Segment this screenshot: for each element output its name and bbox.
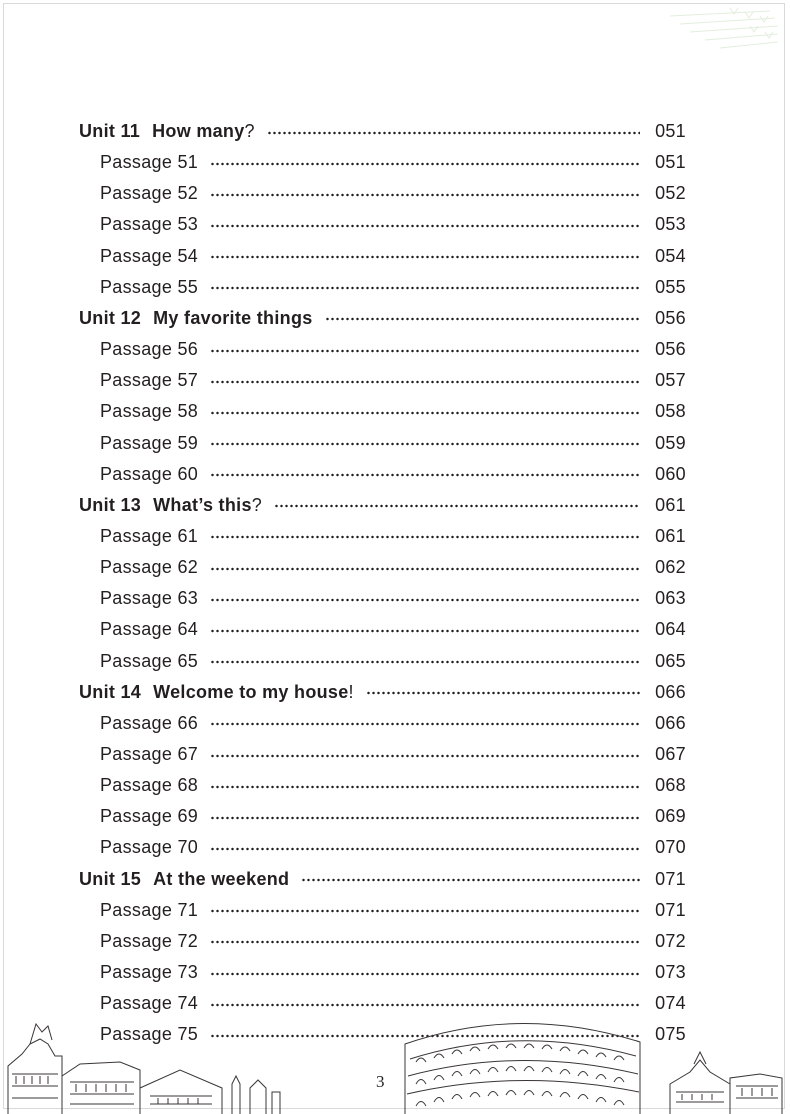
passage-title: Passage 61 bbox=[100, 525, 199, 546]
dot-leader bbox=[366, 691, 640, 695]
dot-leader bbox=[210, 224, 640, 228]
toc-passage-row bbox=[100, 334, 686, 365]
toc-unit-row bbox=[79, 303, 686, 334]
passage-title: Passage 58 bbox=[100, 401, 199, 422]
dot-leader bbox=[210, 473, 640, 477]
passage-title: Passage 70 bbox=[100, 837, 199, 858]
dot-leader bbox=[325, 317, 640, 321]
passage-title: Passage 69 bbox=[100, 806, 199, 827]
toc-page-number: 061 bbox=[655, 494, 686, 515]
toc-passage-row bbox=[100, 428, 686, 459]
passage-title: Passage 54 bbox=[100, 245, 199, 266]
toc-passage-row bbox=[100, 241, 686, 272]
passage-title: Passage 59 bbox=[100, 432, 199, 453]
toc-page-number: 058 bbox=[655, 401, 686, 422]
dot-leader bbox=[210, 972, 640, 976]
toc-page-number: 066 bbox=[655, 681, 686, 702]
toc-passage-row bbox=[100, 459, 686, 490]
passage-title: Passage 72 bbox=[100, 930, 199, 951]
toc-page-number: 051 bbox=[655, 152, 686, 173]
toc-page-number: 074 bbox=[655, 993, 686, 1014]
passage-title: Passage 67 bbox=[100, 744, 199, 764]
passage-title: Passage 51 bbox=[100, 152, 199, 173]
dot-leader bbox=[210, 567, 640, 571]
toc-page-number: 065 bbox=[655, 650, 686, 671]
toc-page-number: 063 bbox=[655, 588, 686, 609]
passage-title: Passage 75 bbox=[100, 1024, 199, 1045]
toc-page-number: 071 bbox=[655, 868, 686, 889]
toc-page-number: 072 bbox=[655, 930, 686, 951]
toc-page-number: 066 bbox=[655, 712, 686, 733]
dot-leader bbox=[301, 878, 640, 882]
passage-title: Passage 66 bbox=[100, 712, 199, 733]
dot-leader bbox=[210, 442, 640, 446]
toc-passage-row bbox=[100, 801, 686, 832]
unit-number: Unit 14 bbox=[79, 681, 142, 702]
toc-passage-row bbox=[100, 770, 686, 801]
passage-title: Passage 71 bbox=[100, 899, 199, 920]
toc-passage-row bbox=[100, 552, 686, 583]
unit-title: What’s this bbox=[153, 494, 252, 515]
toc-page-number: 075 bbox=[655, 1024, 686, 1045]
toc-unit-label bbox=[79, 869, 289, 890]
toc-passage-row bbox=[100, 396, 686, 427]
toc-passage-row bbox=[100, 957, 686, 988]
dot-leader bbox=[210, 847, 640, 851]
toc-passage-row bbox=[100, 583, 686, 614]
unit-title-punctuation: ? bbox=[244, 121, 255, 141]
toc-page-number: 067 bbox=[655, 744, 686, 764]
toc-page-number: 056 bbox=[655, 307, 686, 328]
toc-unit-row bbox=[79, 864, 686, 895]
passage-title: Passage 62 bbox=[100, 557, 199, 578]
dot-leader bbox=[210, 754, 640, 758]
toc-page-number: 060 bbox=[655, 463, 686, 484]
dot-leader bbox=[210, 255, 640, 259]
dot-leader bbox=[210, 816, 640, 820]
dot-leader bbox=[210, 349, 640, 353]
dot-leader bbox=[210, 629, 640, 633]
toc-page-number: 055 bbox=[655, 276, 686, 297]
dot-leader bbox=[274, 504, 640, 508]
city-skyline-illustration bbox=[0, 1004, 790, 1114]
page-number: 3 bbox=[376, 1072, 385, 1091]
dot-leader bbox=[210, 380, 640, 384]
toc-page-number: 070 bbox=[655, 837, 686, 858]
toc-passage-row bbox=[100, 895, 686, 926]
toc-page-number: 052 bbox=[655, 183, 686, 204]
dot-leader bbox=[210, 286, 640, 290]
toc-passage-row bbox=[100, 614, 686, 645]
dot-leader bbox=[210, 909, 640, 913]
toc-unit-row bbox=[79, 116, 686, 147]
passage-title: Passage 52 bbox=[100, 183, 199, 204]
toc-passage-row bbox=[100, 646, 686, 677]
toc-passage-row bbox=[100, 209, 686, 240]
toc-unit-row bbox=[79, 490, 686, 521]
toc-page-number: 054 bbox=[655, 245, 686, 266]
dot-leader bbox=[210, 535, 640, 539]
unit-title: How many bbox=[152, 121, 245, 141]
corner-leaf-sketch bbox=[660, 6, 780, 66]
toc-page-number: 057 bbox=[655, 370, 686, 391]
toc-page-number: 062 bbox=[655, 557, 686, 578]
unit-title-punctuation: ! bbox=[348, 681, 354, 702]
toc-page-number: 068 bbox=[655, 775, 686, 796]
unit-title-punctuation: ? bbox=[251, 494, 263, 515]
toc-passage-row bbox=[100, 708, 686, 739]
toc-page-number: 069 bbox=[655, 806, 686, 827]
passage-title: Passage 64 bbox=[100, 619, 199, 640]
toc-unit-label bbox=[79, 495, 262, 516]
toc-page-number: 051 bbox=[655, 121, 686, 141]
toc-page-number: 053 bbox=[655, 214, 686, 235]
toc-passage-row bbox=[100, 272, 686, 303]
passage-title: Passage 63 bbox=[100, 588, 199, 609]
dot-leader bbox=[210, 660, 640, 664]
toc-unit-label bbox=[79, 682, 354, 703]
toc-passage-row bbox=[100, 832, 686, 863]
dot-leader bbox=[210, 940, 640, 944]
passage-title: Passage 60 bbox=[100, 463, 199, 484]
toc-page-number: 071 bbox=[655, 899, 686, 920]
toc-unit-row bbox=[79, 677, 686, 708]
toc-passage-row bbox=[100, 521, 686, 552]
unit-number: Unit 11 bbox=[79, 121, 141, 141]
toc-page-number: 064 bbox=[655, 619, 686, 640]
toc-page-number: 073 bbox=[655, 962, 686, 983]
passage-title: Passage 65 bbox=[100, 650, 199, 671]
dot-leader bbox=[210, 722, 640, 726]
passage-title: Passage 57 bbox=[100, 370, 199, 391]
dot-leader bbox=[267, 131, 640, 135]
toc-passage-row bbox=[100, 147, 686, 178]
passage-title: Passage 73 bbox=[100, 962, 199, 983]
unit-number: Unit 12 bbox=[79, 307, 142, 328]
dot-leader bbox=[210, 411, 640, 415]
toc-page-number: 056 bbox=[655, 339, 686, 360]
dot-leader bbox=[210, 598, 640, 602]
toc-unit-label bbox=[79, 121, 255, 142]
passage-title: Passage 56 bbox=[100, 339, 199, 360]
dot-leader bbox=[210, 162, 640, 166]
passage-title: Passage 68 bbox=[100, 775, 199, 796]
passage-title: Passage 74 bbox=[100, 993, 199, 1014]
toc-passage-row bbox=[100, 739, 686, 770]
unit-title: Welcome to my house bbox=[153, 681, 349, 702]
passage-title: Passage 53 bbox=[100, 214, 199, 235]
toc-unit-label bbox=[79, 308, 313, 329]
toc-page-number: 061 bbox=[655, 525, 686, 546]
passage-title: Passage 55 bbox=[100, 276, 199, 297]
unit-title: At the weekend bbox=[153, 868, 290, 889]
unit-number: Unit 13 bbox=[79, 494, 142, 515]
toc-passage-row bbox=[100, 926, 686, 957]
unit-number: Unit 15 bbox=[79, 868, 142, 889]
dot-leader bbox=[210, 193, 640, 197]
toc-passage-row bbox=[100, 365, 686, 396]
toc-page-number: 059 bbox=[655, 432, 686, 453]
unit-title: My favorite things bbox=[153, 307, 313, 328]
toc-passage-row bbox=[100, 178, 686, 209]
dot-leader bbox=[210, 785, 640, 789]
